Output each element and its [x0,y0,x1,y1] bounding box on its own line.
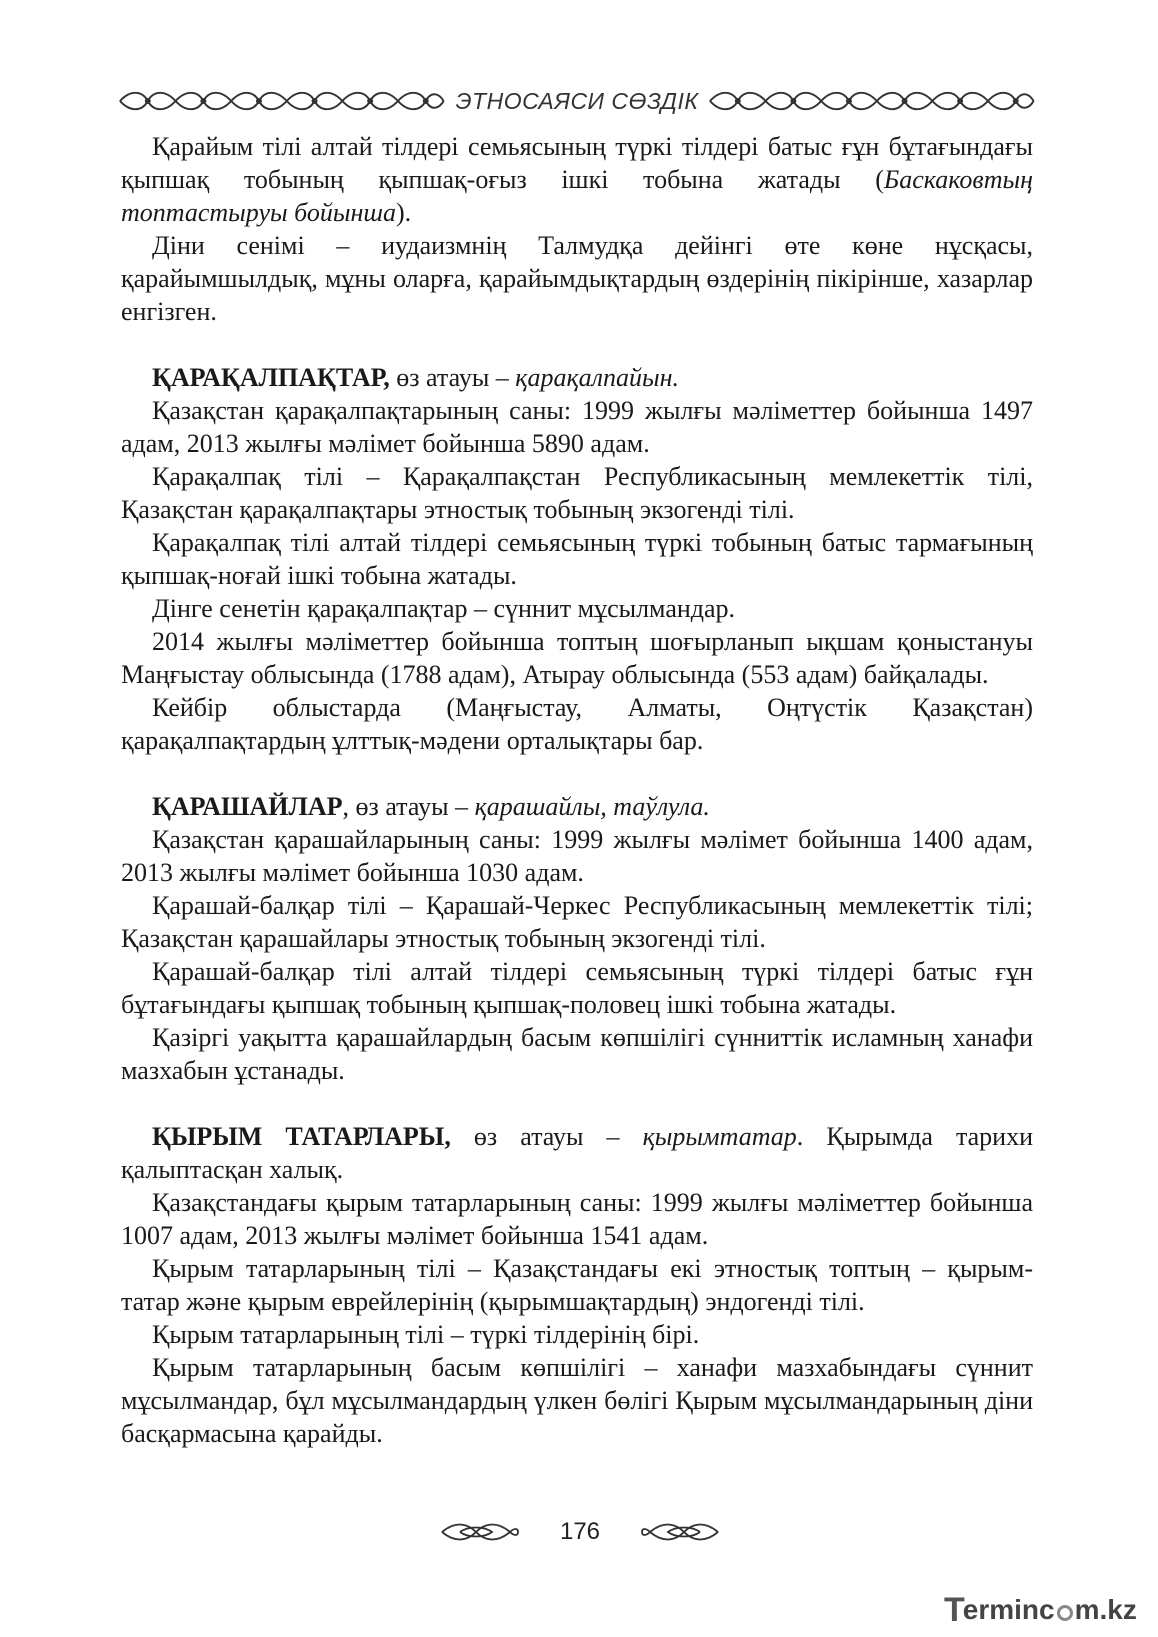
body-paragraph: Қазақстан қарашайларының саны: 1999 жылғы мәлімет бойынша 1400 адам, 2013 жылғы мәлімет бойынша 1030 адам. [121,825,1033,887]
left-flourish-icon [440,1520,520,1544]
body-paragraph: Дінге сенетін қарақалпақтар – сүннит мұсылмандар. [152,594,736,623]
body-paragraph: Қарашай-балқар тілі – Қарашай-Черкес Республикасының мемлекеттік тілі; Қазақстан қарашайлары этностық тобының экзогенді тілі. [121,891,1033,953]
body-paragraph: Қарашай-балқар тілі алтай тілдері семьясының түркі тілдері батыс ғұн бұтағындағы қыпшақ тобының қыпшақ-половец ішкі тобына жатады. [121,957,1033,1019]
entry-heading-karakalpaks: ҚАРАҚАЛПАҚТАР, өз атауы – қарақалпайын. [152,363,679,392]
page-body [121,130,1033,1450]
entry-term: ҚАРАҚАЛПАҚТАР, [152,363,390,392]
running-header [118,84,1036,118]
entry-term: ҚЫРЫМ ТАТАРЛАРЫ, [152,1122,451,1151]
watermark-dot-icon [1057,1605,1073,1621]
entry-heading-karachays: ҚАРАШАЙЛАР, өз атауы – қарашайлы, таўлула. [152,792,710,821]
entry-term: ҚАРАШАЙЛАР [152,792,343,821]
body-paragraph: Қазақстандағы қырым татарларының саны: 1999 жылғы мәліметтер бойынша 1007 адам, 2013 жылғы мәлімет бойынша 1541 адам. [121,1188,1033,1250]
body-paragraph: Қазіргі уақытта қарашайлардың басым көпшілігі сүнниттік исламның ханафи мазхабын ұстанады. [121,1023,1033,1085]
body-paragraph: Қырым татарларының тілі – түркі тілдерінің бірі. [152,1320,700,1349]
body-paragraph: Кейбір облыстарда (Маңғыстау, Алматы, Оңтүстік Қазақстан) қарақалпақтардың ұлттық-мәдени орталықтары бар. [121,693,1033,755]
self-name: қарақалпайын. [515,363,679,392]
page-number: 176 [559,1518,601,1545]
left-ornament-icon [118,88,446,114]
entry-heading-crimean-tatars: ҚЫРЫМ ТАТАРЛАРЫ, өз атауы – қырымтатар. Қырымда тарихи қалыптасқан халық. [121,1122,1033,1184]
body-paragraph: Діни сенімі – иудаизмнің Талмудқа дейінгі өте көне нұсқасы, қарайымшылдық, мұны оларға, қарайымдықтардың өздерінің пікірінше, хазарлар енгізген. [121,231,1033,326]
body-paragraph: Қарақалпақ тілі алтай тілдері семьясының түркі тобының батыс тармағының қыпшақ-ноғай ішкі тобына жатады. [121,528,1033,590]
body-paragraph: Қазақстан қарақалпақтарының саны: 1999 жылғы мәліметтер бойынша 1497 адам, 2013 жылғы мәлімет бойынша 5890 адам. [121,396,1033,458]
self-name: қырымтатар [642,1122,797,1151]
right-flourish-icon [640,1520,720,1544]
right-ornament-icon [708,88,1036,114]
self-name: қарашайлы, таўлула. [474,792,710,821]
termincom-watermark: T ermin c m.kz [944,1590,1137,1629]
running-header-title: ЭТНОСАЯСИ СӨЗДІК [455,87,699,114]
body-paragraph: Қырым татарларының басым көпшілігі – ханафи мазхабындағы сүннит мұсылмандар, бұл мұсылмандардың үлкен бөлігі Қырым мұсылмандарының діни басқармасына қарайды. [121,1353,1033,1448]
body-paragraph: 2014 жылғы мәліметтер бойынша топтың шоғырланып ықшам қоныстануы Маңғыстау облысында (1788 адам), Атырау облысында (553 адам) байқалады. [121,627,1033,689]
page-footer [440,1515,720,1549]
body-paragraph: Қырым татарларының тілі – Қазақстандағы екі этностық топтың – қырым-татар және қырым еврейлерінің (қырымшақтардың) эндогенді тілі. [121,1254,1033,1316]
body-paragraph: Қарақалпақ тілі – Қарақалпақстан Республикасының мемлекеттік тілі, Қазақстан қарақалпақтары этностық тобының экзогенді тілі. [121,462,1033,524]
body-paragraph: Қарайым тілі алтай тілдері семьясының түркі тілдері батыс ғұн бұтағындағы қыпшақ тобының қыпшақ-оғыз ішкі тобына жатады (Баскаковтың топтастыруы бойынша). [121,132,1033,227]
